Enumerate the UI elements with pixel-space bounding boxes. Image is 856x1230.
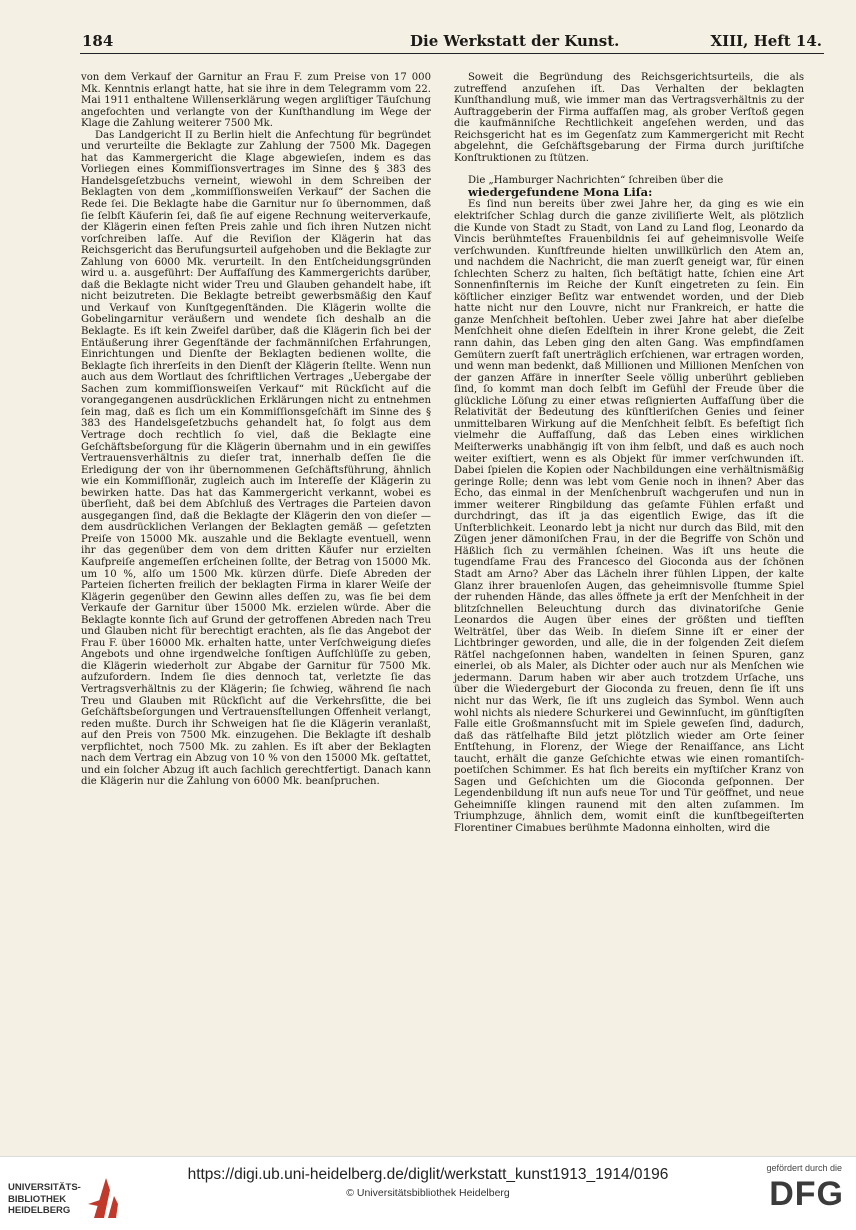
left-paragraph-1: von dem Verkauf der Garnitur an Frau F. zum Preise von 17 000 Mk. Kenntnis erlangt hatte, hat sie ihre in dem Telegramm vom 22. Mai 1911 enthaltene Willenserklärung wegen argliſtiger Täuſchung angefochten und verlangte von der Kunſthandlung im Wege der Klage die Zahlung weiterer 7500 Mk. bbox=[81, 72, 431, 130]
right-paragraph-intro: Soweit die Begründung des Reichsgerichtsurteils, die als zutreffend anzuſehen iſt. Das Verhalten der beklagten Kunſthandlung muß, wie immer man das Vertragsverhältnis zu der Auftraggeberin der Firma auffaſſen mag, als grober Verſtoß gegen die kaufmänniſche Rechtlichkeit angeſehen werden, und das Reichsgericht hat es im Gegenſatz zum Kammergericht mit Recht abgelehnt, die Geſchäftsgebarung der Firma durch juriſtiſche Konſtruktionen zu ſtützen. bbox=[454, 72, 804, 164]
right-column bbox=[454, 72, 804, 835]
library-name-line-3: HEIDELBERG bbox=[8, 1205, 71, 1216]
library-name bbox=[8, 1182, 81, 1217]
funding-note: gefördert durch die bbox=[766, 1163, 842, 1173]
running-title: Die Werkstatt der Kunst. bbox=[410, 32, 620, 50]
copyright-notice: © Universitätsbibliothek Heidelberg bbox=[346, 1187, 510, 1199]
issue-label: XIII, Heft 14. bbox=[710, 32, 822, 50]
dfg-logo[interactable]: DFG bbox=[769, 1175, 844, 1213]
article-lead: Die „Hamburger Nachrichten“ ſchreiben über die bbox=[468, 175, 724, 187]
library-name-line-2: BIBLIOTHEK bbox=[8, 1193, 67, 1205]
running-header bbox=[82, 30, 822, 52]
header-rule bbox=[80, 53, 824, 54]
article-heading: wiedergefundene Mona Liſa: bbox=[468, 184, 653, 199]
page-number: 184 bbox=[82, 32, 114, 50]
library-emblem-icon bbox=[86, 1174, 126, 1222]
left-paragraph-2: Das Landgericht II zu Berlin hielt die Anfechtung für begründet und verurteilte die Beklagte zur Zahlung der 7500 Mk. Dagegen hat das Kammergericht die Klage abgewieſen, indem es das Vorliegen eines Kommiſſionsvertrages im Sinne des § 383 des Handelsgeſetzbuchs verneint, wiewohl in dem Schreiben der Beklagten von dem „kommiſſionsweiſen Verkauf“ der Sachen die Rede ſei. Die Beklagte habe die Garnitur nur ſo übernommen, daß ſie ſelbſt Käuferin ſei, daß ſie auf eigene Rechnung weiterverkaufe, der Klägerin einen feſten Preis zahle und ſich ihren Nutzen nicht vorſchreiben laſſe. Auf die Reviſion der Klägerin hat das Reichsgericht das Berufungsurteil aufgehoben und die Beklagte zur Zahlung von 6000 Mk. verurteilt. In den Entſcheidungsgründen wird u. a. ausgeführt: Der Auffaſſung des Kammergerichts darüber, daß die Beklagte nicht wider Treu und Glauben gehandelt habe, iſt nicht beizutreten. Die Beklagte betreibt gewerbsmäßig den Kauf und Verkauf von Kunſtgegenſtänden. Die Klägerin wollte die Gobelingarnitur veräußern und wendete ſich deshalb an die Beklagte. Es iſt kein Zweifel darüber, daß die Klägerin ſich bei der Entäußerung ihrer Gegenſtände der fachmänniſchen Erfahrungen, Einrichtungen und Dienſte der Beklagten bedienen wollte, die Beklagte ſich ihrerſeits in den Dienſt der Klägerin ſtellte. Wenn nun auch aus dem Wortlaut des ſchriftlichen Vertrages „Uebergabe der Sachen zum kommiſſionsweiſen Verkauf“ mit Rückſicht auf die vorangegangenen ausdrücklichen Erklärungen nicht zu entnehmen ſein mag, daß es ſich um ein Kommiſſionsgeſchäft im Sinne des § 383 des Handelsgeſetzbuchs gehandelt hat, ſo folgt aus dem Vertrage doch rechtlich ſo viel, daß die Beklagte eine Geſchäftsbeſorgung für die Klägerin übernahm und in ein gewiſſes Vertrauensverhältnis zu dieſer trat, innerhalb deſſen ſie die Erledigung der von ihr übernommenen Geſchäftsführung, ähnlich wie ein Kommiſſionär, zugleich auch im Intereſſe der Klägerin zu bewirken hatte. Das hat das Kammergericht verkannt, wobei es überſieht, daß bei dem Abſchluß des Vertrages die Parteien davon ausgegangen ſind, daß die Beklagte der Klägerin den von dieſer — dem ausdrücklichen Verlangen der Beklagten gemäß — geſetzten Preiſe von 15000 Mk. auszahle und die Beklagte eventuell, wenn ihr das gegenüber dem von dem dritten Käufer nur erzielten Kaufpreiſe angemeſſen erſcheinen ſollte, der Betrag von 15000 Mk. um 10 %, alſo um 1500 Mk. kürzen dürfe. Dieſe Abreden der Parteien ſicherten freilich der beklagten Firma in klarer Weiſe der Klägerin gegenüber den Gewinn alles deſſen zu, was ſie bei dem Verkaufe der Garnitur über 15000 Mk. erzielen würde. Aber die Beklagte konnte ſich auf Grund der getroffenen Abreden nach Treu und Glauben nicht für berechtigt erachten, als ſie das Angebot der Frau F. über 16000 Mk. erhalten hatte, unter Verſchweigung dieſes Angebots und ohne irgendwelche ſonſtigen Aufſchlüſſe zu geben, die Klägerin wiederholt zur Abgabe der Garnitur für 7500 Mk. aufzufordern. Indem ſie dies dennoch tat, verletzte ſie das Vertragsverhältnis zu der Klägerin; ſie ſchwieg, während ſie nach Treu und Glauben mit Rückſicht auf die Verkehrsſitte, die bei Geſchäftsbeſorgungen und Vertrauensſtellungen Offenheit verlangt, reden mußte. Durch ihr Schweigen hat ſie die Klägerin veranlaßt, auf den Preis von 7500 Mk. einzugehen. Die Beklagte iſt deshalb verpflichtet, noch 7500 Mk. zu zahlen. Es iſt aber der Beklagten nach dem Vertrag ein Abzug von 10 % von den 15000 Mk. geſtattet, und ein ſolcher Abzug iſt auch ſachlich gerechtfertigt. Danach kann die Klägerin nur die Zahlung von 6000 Mk. beanſpruchen. bbox=[81, 129, 431, 788]
library-name-line-1: UNIVERSITÄTS- bbox=[8, 1182, 81, 1193]
permalink-url[interactable]: https://digi.ub.uni-heidelberg.de/diglit/werkstatt_kunst1913_1914/0196 bbox=[187, 1166, 669, 1183]
viewer-footer bbox=[0, 1156, 856, 1230]
left-column bbox=[81, 72, 431, 788]
article-body: Es ſind nun bereits über zwei Jahre her, da ging es wie ein elektriſcher Schlag durch die ganze ziviliſierte Welt, als plötzlich die Kunde von Stadt zu Stadt, von Land zu Land flog, Leonardo da Vincis berühmteſtes Frauenbildnis ſei auf geheimnisvolle Weiſe verſchwunden. Kunſtfreunde hielten unwillkürlich den Atem an, und nachdem die Nachricht, die man zuerſt geneigt war, für einen ſchlechten Scherz zu halten, ſich beſtätigt hatte, ſchien eine Art Sonnenfinſternis im Reiche der Kunſt eingetreten zu ſein. Ein köſtlicher einziger Beſitz war entwendet worden, und der Dieb hatte nicht nur den Louvre, nicht nur Frankreich, er hatte die ganze Menſchheit beſtohlen. Ueber zwei Jahre hat aber dieſelbe Menſchheit ohne dieſen Edelſtein in ihrer Krone gelebt, die Zeit rann dahin, das Leben ging den alten Gang. Was empfindſamen Gemütern zuerſt faſt unerträglich erſchienen, war ertragen worden, und wenn man bedenkt, daß Millionen und Millionen Menſchen von der ganzen Affäre in innerſter Seele völlig unberührt geblieben ſind, ſo kommt man doch ſelbſt im Gefühl der Freude über die glückliche Löſung zu einer etwas reſignierten Auffaſſung über die Relativität der Bedeutung des künſtleriſchen Genies und ſeiner unmittelbaren Wirkung auf die Menſchheit ſelbſt. Es befeſtigt ſich vielmehr die Auffaſſung, daß das Leben eines wirklichen Meiſterwerks unabhängig iſt von ihm ſelbſt, und daß es auch noch weiter exiſtiert, wenn es als Objekt für immer verſchwunden iſt. Dabei ſpielen die Kopien oder Nachbildungen eine verhältnismäßig geringe Rolle; denn was lebt vom Genie noch in ihnen? Aber das Echo, das einmal in der Menſchenbruſt wachgerufen und nun in immer weiterer Ringbildung das geſamte Fühlen erfaßt und durchdringt, das iſt ja das eigentlich Ewige, das iſt die Unſterblichkeit. Leonardo lebt ja nicht nur durch das Bild, mit den Zügen jener dämoniſchen Frau, in der die Begriffe von Schön und Häßlich ſich zu vermählen ſcheinen. Was iſt uns heute die tugendſame Frau des Francesco del Gioconda aus der ſchönen Stadt am Arno? Aber das Lächeln ihrer fühlen Lippen, der kalte Glanz ihrer brauenloſen Augen, das geheimnisvolle ſtumme Spiel der ruhenden Hände, das alles öffnete ja erſt der Menſchheit in der blitzſchnellen Beleuchtung durch das divinatoriſche Genie Leonardos die Augen über eines der größten und tiefſten Welträtſel, über das Weib. In dieſem Sinne iſt er einer der Lichtbringer geworden, und alle, die in der folgenden Zeit dieſem Rätſel nachgeſonnen haben, wandelten in ſeinen Spuren, ganz einerlei, ob als Maler, als Dichter oder auch nur als Menſchen wie jedermann. Darum haben wir aber auch trotzdem Urſache, uns über die Wiedergeburt der Gioconda zu freuen, denn ſie iſt uns nicht nur das Werk, ſie iſt uns zugleich das Symbol. Wenn auch wohl nichts als niedere Schurkerei und Gewinnſucht, im günſtigſten Falle eitle Großmannsſucht mit im Spiele geweſen ſind, dadurch, daß das rätſelhafte Bild jetzt plötzlich wieder am Orte ſeiner Entſtehung, in Florenz, der Wiege der Renaiſſance, ans Licht taucht, erhält die ganze Geſchichte etwas wie einen romantiſch-poetiſchen Schimmer. Es hat ſich bereits ein myſtiſcher Kranz von Sagen und Geſchichten um die Gioconda geſponnen. Der Legendenbildung iſt nun aufs neue Tor und Tür geöffnet, und neue Geheimniſſe klingen raunend mit den alten zuſammen. Im Triumphzuge, ähnlich dem, womit einſt die kunſtbegeiſterten Florentiner Cimabues berühmte Madonna einholten, wird die bbox=[454, 199, 804, 834]
